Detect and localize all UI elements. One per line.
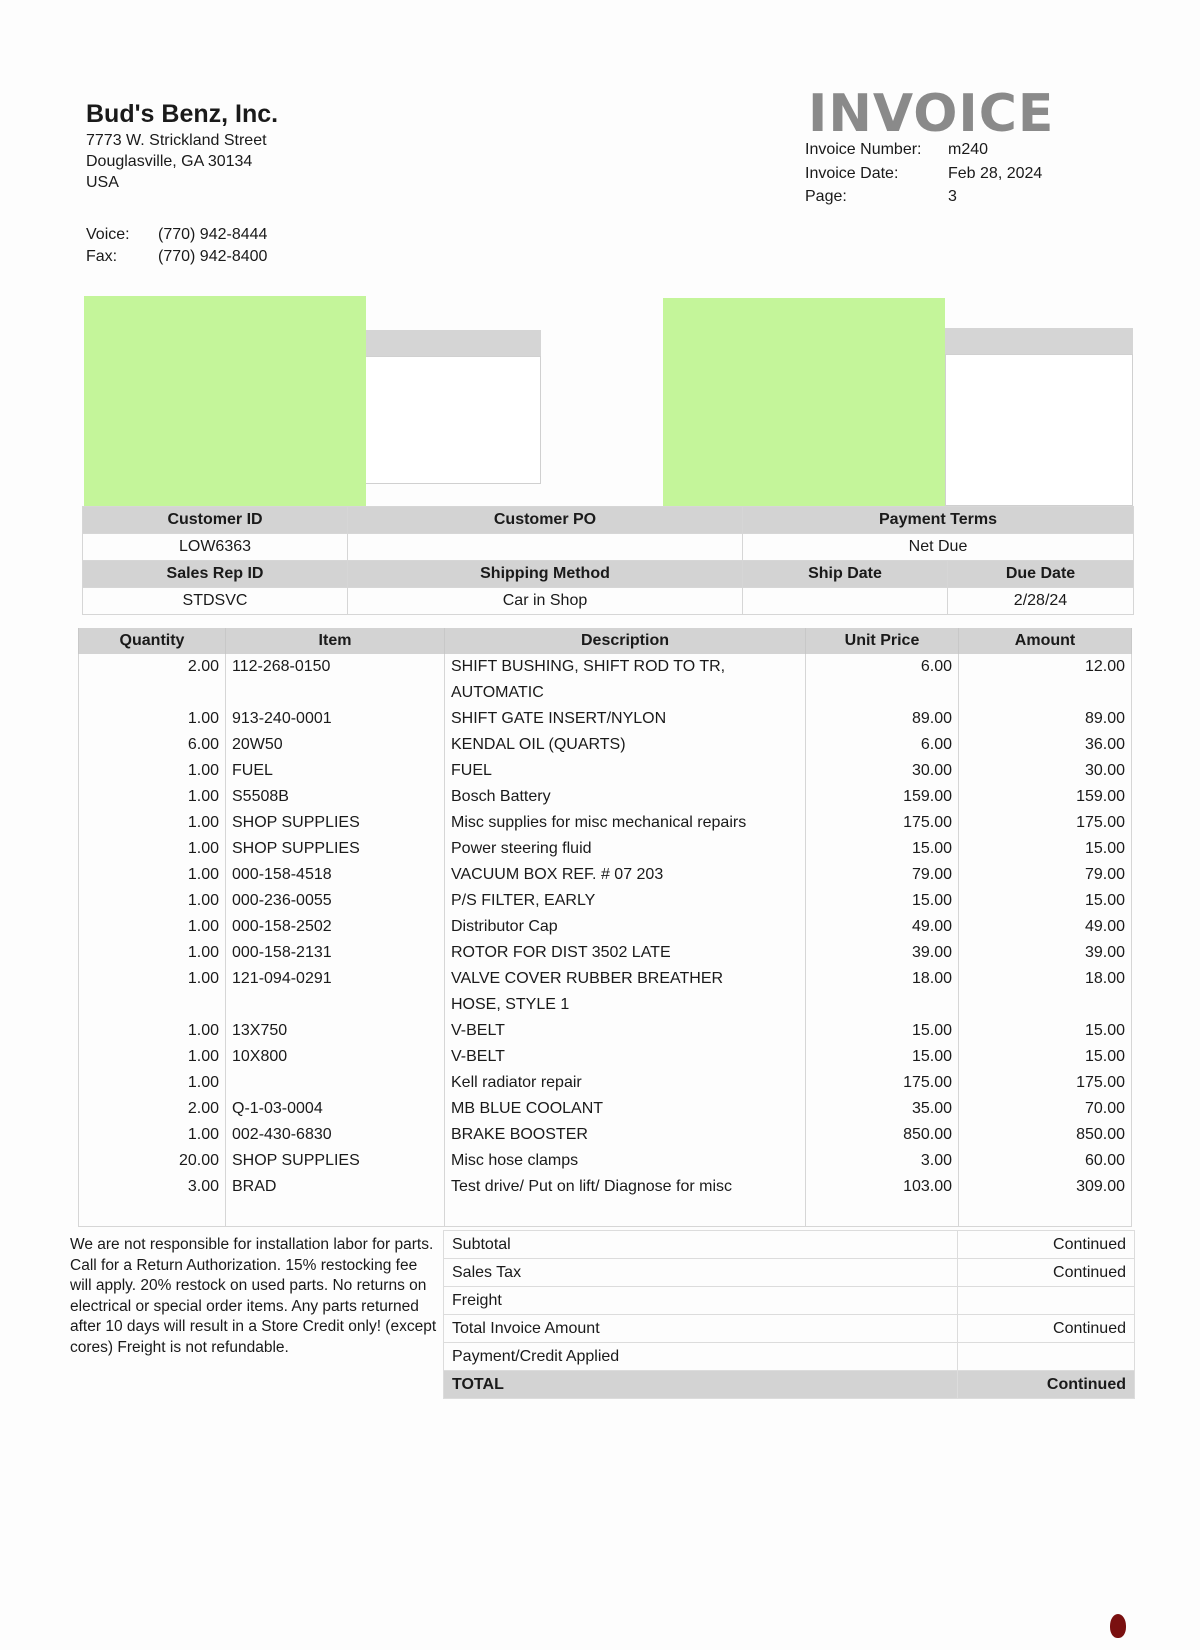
amount-cell [959,680,1132,706]
quantity-cell: 1.00 [79,888,226,914]
voice-label: Voice: [86,226,130,243]
amount-cell: 49.00 [959,914,1132,940]
customer-id-value: LOW6363 [83,534,348,561]
quantity-cell: 1.00 [79,1018,226,1044]
amount-cell: 18.00 [959,966,1132,992]
ship-to-header-bar [945,328,1133,354]
bill-to-redaction [84,296,366,506]
quantity-cell [79,680,226,706]
item-cell: 000-158-2502 [226,914,445,940]
amount-cell [959,992,1132,1018]
line-item-row [79,1070,1132,1096]
amount-cell: 39.00 [959,940,1132,966]
unit-price-cell: 3.00 [806,1148,959,1174]
company-city: Douglasville, GA 30134 [86,153,253,170]
quantity-cell: 6.00 [79,732,226,758]
customer-po-header: Customer PO [348,507,743,534]
unit-price-cell: 159.00 [806,784,959,810]
line-item-row [79,1122,1132,1148]
unit-price-cell: 89.00 [806,706,959,732]
unit-price-cell: 35.00 [806,1096,959,1122]
invoice-date-label: Invoice Date: [805,165,899,182]
ink-spot [1110,1614,1126,1638]
quantity-cell: 1.00 [79,940,226,966]
customer-po-value [348,534,743,561]
company-street: 7773 W. Strickland Street [86,132,267,149]
due-date-value: 2/28/24 [948,588,1134,615]
line-item-row [79,1096,1132,1122]
unit-price-cell: 15.00 [806,888,959,914]
description-cell: MB BLUE COOLANT [445,1096,806,1122]
description-cell: P/S FILTER, EARLY [445,888,806,914]
empty-cell [959,1200,1132,1227]
unit-price-cell: 79.00 [806,862,959,888]
shipping-method-header: Shipping Method [348,561,743,588]
description-cell: BRAKE BOOSTER [445,1122,806,1148]
item-cell: 000-158-2131 [226,940,445,966]
item-header: Item [226,628,445,654]
item-cell: 000-158-4518 [226,862,445,888]
freight-value [958,1287,1135,1315]
freight-label: Freight [444,1287,958,1315]
line-item-row [79,1018,1132,1044]
amount-cell: 15.00 [959,836,1132,862]
sales-rep-header: Sales Rep ID [83,561,348,588]
description-cell: Misc supplies for misc mechanical repairs [445,810,806,836]
amount-cell: 15.00 [959,888,1132,914]
line-item-row [79,966,1132,992]
amount-cell: 850.00 [959,1122,1132,1148]
customer-info-table [82,506,1134,615]
quantity-cell: 1.00 [79,784,226,810]
fax-number: (770) 942-8400 [158,248,268,265]
quantity-cell: 1.00 [79,914,226,940]
line-item-row [79,654,1132,680]
amount-cell: 175.00 [959,1070,1132,1096]
empty-cell [226,1200,445,1227]
item-cell: FUEL [226,758,445,784]
line-item-row [79,888,1132,914]
amount-cell: 89.00 [959,706,1132,732]
subtotal-value: Continued [958,1231,1135,1259]
description-cell: Power steering fluid [445,836,806,862]
bill-to-box [365,356,541,484]
payment-terms-header: Payment Terms [743,507,1134,534]
description-cell: Kell radiator repair [445,1070,806,1096]
line-items-end-spacer [79,1200,1132,1227]
line-item-row [79,1174,1132,1200]
description-cell: AUTOMATIC [445,680,806,706]
unit-price-cell: 175.00 [806,1070,959,1096]
page-label: Page: [805,188,847,205]
invoice-title: INVOICE [808,84,1055,144]
amount-cell: 15.00 [959,1018,1132,1044]
description-cell: V-BELT [445,1044,806,1070]
unit-price-cell: 49.00 [806,914,959,940]
unit-price-cell: 15.00 [806,1044,959,1070]
sales-tax-label: Sales Tax [444,1259,958,1287]
description-cell: ROTOR FOR DIST 3502 LATE [445,940,806,966]
empty-cell [445,1200,806,1227]
quantity-cell: 1.00 [79,966,226,992]
line-item-row [79,992,1132,1018]
ship-date-header: Ship Date [743,561,948,588]
description-cell: SHIFT BUSHING, SHIFT ROD TO TR, [445,654,806,680]
fax-label: Fax: [86,248,118,265]
ship-date-value [743,588,948,615]
return-policy: We are not responsible for installation labor for parts. Call for a Return Authorization. 15% restocking fee will apply. 20% restock on used parts. No returns on electrical or special order items. Any parts returned after 10 days will result in a Store Credit only! (except cores) Freight is not refundable. [70,1236,437,1356]
subtotal-label: Subtotal [444,1231,958,1259]
description-header: Description [445,628,806,654]
item-cell: 20W50 [226,732,445,758]
description-cell: VALVE COVER RUBBER BREATHER [445,966,806,992]
item-cell: BRAD [226,1174,445,1200]
unit-price-header: Unit Price [806,628,959,654]
ship-to-redaction [663,298,945,506]
unit-price-cell: 6.00 [806,654,959,680]
item-cell: SHOP SUPPLIES [226,1148,445,1174]
unit-price-cell [806,680,959,706]
quantity-cell [79,992,226,1018]
quantity-cell: 1.00 [79,758,226,784]
totals-table [443,1230,1135,1399]
amount-cell: 159.00 [959,784,1132,810]
payment-credit-label: Payment/Credit Applied [444,1343,958,1371]
amount-cell: 60.00 [959,1148,1132,1174]
unit-price-cell: 850.00 [806,1122,959,1148]
description-cell: Bosch Battery [445,784,806,810]
shipping-method-value: Car in Shop [348,588,743,615]
unit-price-cell: 175.00 [806,810,959,836]
page-number: 3 [948,188,957,205]
quantity-cell: 1.00 [79,706,226,732]
description-cell: KENDAL OIL (QUARTS) [445,732,806,758]
payment-credit-value [958,1343,1135,1371]
item-cell [226,1070,445,1096]
item-cell: Q-1-03-0004 [226,1096,445,1122]
line-item-row [79,1044,1132,1070]
quantity-cell: 1.00 [79,862,226,888]
unit-price-cell [806,992,959,1018]
quantity-cell: 1.00 [79,810,226,836]
description-cell: FUEL [445,758,806,784]
item-cell: 002-430-6830 [226,1122,445,1148]
unit-price-cell: 30.00 [806,758,959,784]
line-item-row [79,862,1132,888]
quantity-cell: 2.00 [79,1096,226,1122]
amount-cell: 79.00 [959,862,1132,888]
item-cell [226,992,445,1018]
description-cell: Distributor Cap [445,914,806,940]
description-cell: Test drive/ Put on lift/ Diagnose for misc [445,1174,806,1200]
line-item-row [79,706,1132,732]
description-cell: VACUUM BOX REF. # 07 203 [445,862,806,888]
amount-cell: 36.00 [959,732,1132,758]
company-country: USA [86,174,119,191]
sales-tax-value: Continued [958,1259,1135,1287]
unit-price-cell: 103.00 [806,1174,959,1200]
item-cell: 13X750 [226,1018,445,1044]
total-label: TOTAL [444,1371,958,1399]
line-item-row [79,732,1132,758]
item-cell: SHOP SUPPLIES [226,836,445,862]
quantity-header: Quantity [79,628,226,654]
empty-cell [806,1200,959,1227]
quantity-cell: 1.00 [79,1122,226,1148]
line-item-row [79,810,1132,836]
quantity-cell: 3.00 [79,1174,226,1200]
invoice-number-label: Invoice Number: [805,141,922,158]
unit-price-cell: 15.00 [806,836,959,862]
item-cell: S5508B [226,784,445,810]
line-items-table [78,628,1132,1227]
due-date-header: Due Date [948,561,1134,588]
ship-to-box [945,354,1133,506]
line-item-row [79,940,1132,966]
invoice-date: Feb 28, 2024 [948,165,1043,182]
item-cell: 10X800 [226,1044,445,1070]
total-invoice-label: Total Invoice Amount [444,1315,958,1343]
description-cell: V-BELT [445,1018,806,1044]
quantity-cell: 1.00 [79,1044,226,1070]
amount-cell: 15.00 [959,1044,1132,1070]
description-cell: Misc hose clamps [445,1148,806,1174]
quantity-cell: 20.00 [79,1148,226,1174]
bill-to-header-bar [365,330,541,356]
item-cell: SHOP SUPPLIES [226,810,445,836]
line-item-row [79,1148,1132,1174]
voice-number: (770) 942-8444 [158,226,268,243]
line-item-row [79,914,1132,940]
line-item-row [79,836,1132,862]
item-cell: 112-268-0150 [226,654,445,680]
item-cell [226,680,445,706]
amount-cell: 309.00 [959,1174,1132,1200]
amount-cell: 70.00 [959,1096,1132,1122]
unit-price-cell: 15.00 [806,1018,959,1044]
total-invoice-value: Continued [958,1315,1135,1343]
item-cell: 000-236-0055 [226,888,445,914]
quantity-cell: 1.00 [79,1070,226,1096]
company-name: Bud's Benz, Inc. [86,100,279,128]
payment-terms-value: Net Due [743,534,1134,561]
item-cell: 121-094-0291 [226,966,445,992]
invoice-number: m240 [948,141,989,158]
amount-cell: 12.00 [959,654,1132,680]
quantity-cell: 2.00 [79,654,226,680]
unit-price-cell: 6.00 [806,732,959,758]
item-cell: 913-240-0001 [226,706,445,732]
description-cell: HOSE, STYLE 1 [445,992,806,1018]
description-cell: SHIFT GATE INSERT/NYLON [445,706,806,732]
amount-cell: 175.00 [959,810,1132,836]
quantity-cell: 1.00 [79,836,226,862]
unit-price-cell: 39.00 [806,940,959,966]
line-item-row [79,680,1132,706]
line-item-row [79,758,1132,784]
customer-id-header: Customer ID [83,507,348,534]
line-item-row [79,784,1132,810]
total-value: Continued [958,1371,1135,1399]
amount-cell: 30.00 [959,758,1132,784]
empty-cell [79,1200,226,1227]
amount-header: Amount [959,628,1132,654]
sales-rep-value: STDSVC [83,588,348,615]
unit-price-cell: 18.00 [806,966,959,992]
